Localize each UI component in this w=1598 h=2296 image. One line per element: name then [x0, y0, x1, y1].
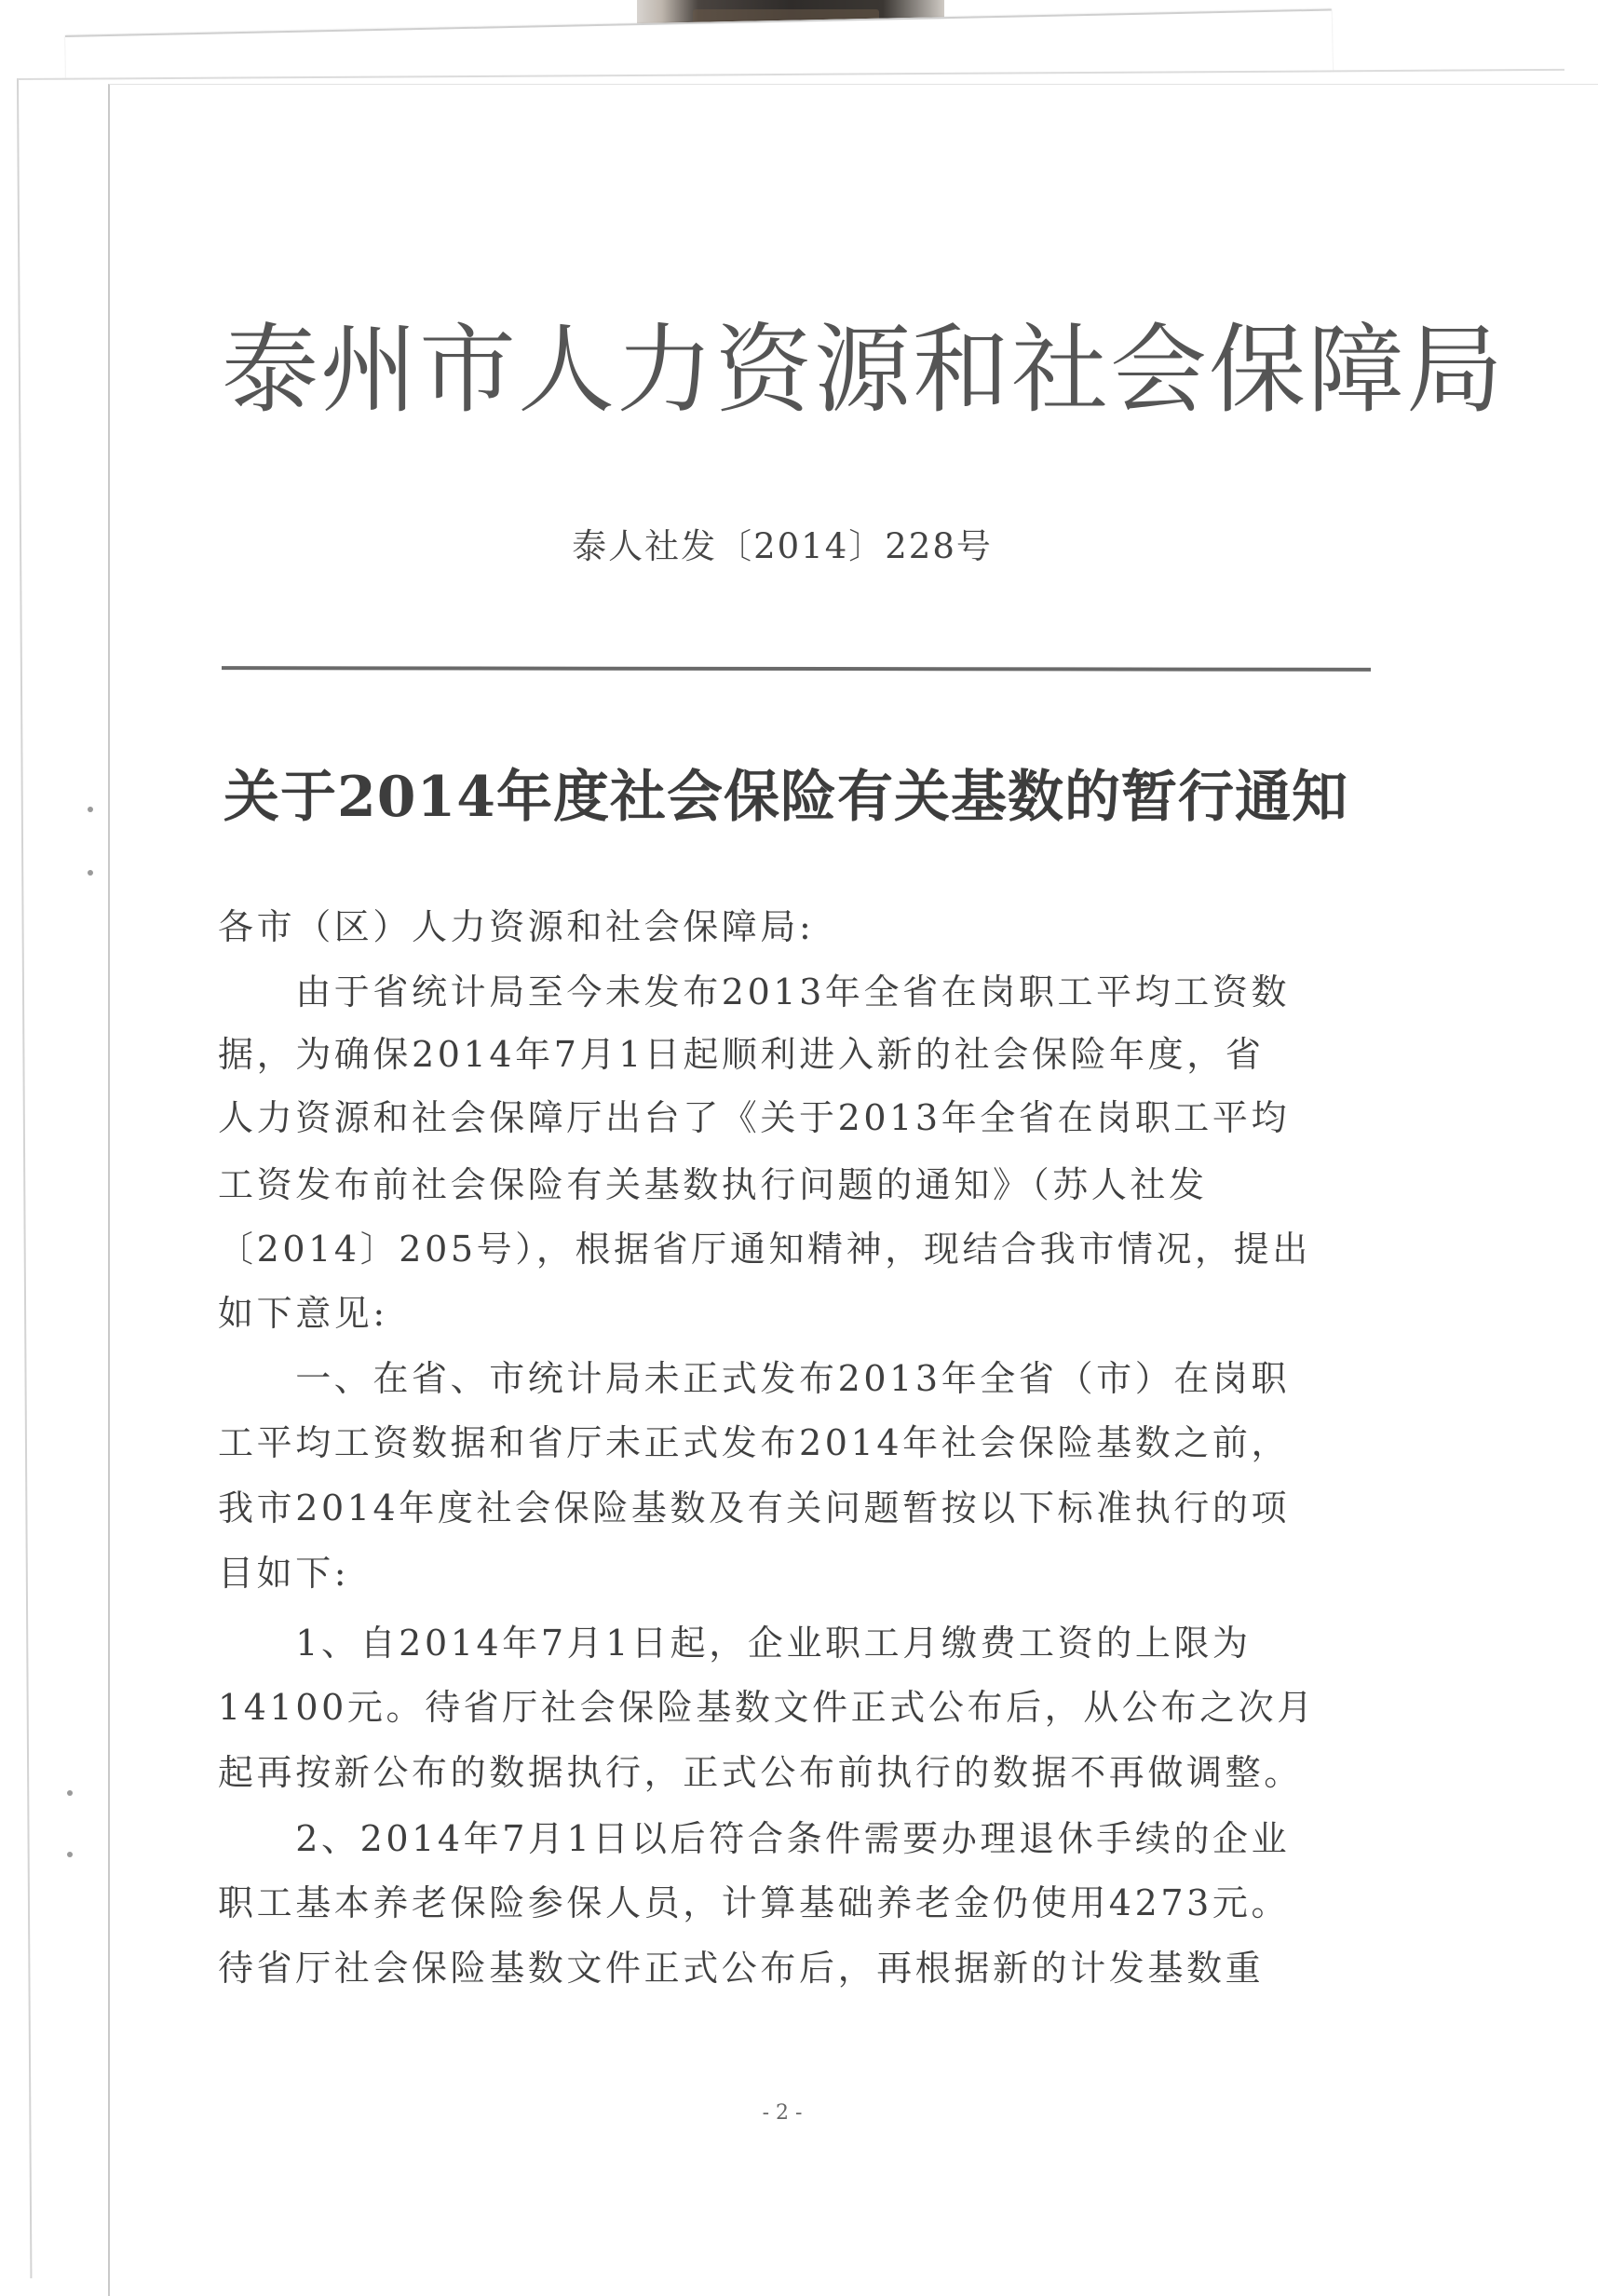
document-number: 泰人社发〔2014〕228号 — [572, 526, 993, 566]
body-line: 2、2014年7月1日以后符合条件需要办理退休手续的企业 — [218, 1818, 1291, 1859]
notice-title: 关于2014年度社会保险有关基数的暂行通知 — [223, 765, 1348, 830]
body-line: 职工基本养老保险参保人员，计算基础养老金仍使用4273元。 — [218, 1882, 1291, 1923]
body-line: 待省厅社会保险基数文件正式公布后，再根据新的计发基数重 — [218, 1948, 1265, 1989]
body-line: 据，为确保2014年7月1日起顺利进入新的社会保险年度，省 — [218, 1034, 1265, 1075]
body-line: 我市2014年度社会保险基数及有关问题暂按以下标准执行的项 — [218, 1488, 1291, 1528]
organization-title: 泰州市人力资源和社会保障局 — [222, 313, 1506, 427]
body-line: 一、在省、市统计局未正式发布2013年全省（市）在岗职 — [218, 1358, 1291, 1399]
body-line: 工平均工资数据和省厅未正式发布2014年社会保险基数之前， — [218, 1422, 1291, 1463]
body-line: 14100元。待省厅社会保险基数文件正式公布后，从公布之次月 — [218, 1687, 1316, 1728]
body-line: 工资发布前社会保险有关基数执行问题的通知》（苏人社发 — [218, 1164, 1208, 1205]
addressee: 各市（区）人力资源和社会保障局: — [218, 906, 815, 947]
body-line: 目如下: — [218, 1553, 350, 1594]
body-line: 如下意见: — [218, 1293, 388, 1334]
body-line: 1、自2014年7月1日起，企业职工月缴费工资的上限为 — [218, 1623, 1252, 1664]
page-number: - 2 - — [762, 2101, 803, 2125]
body-line: 起再按新公布的数据执行，正式公布前执行的数据不再做调整。 — [218, 1752, 1303, 1793]
body-line: 〔2014〕205号），根据省厅通知精神，现结合我市情况，提出 — [218, 1229, 1311, 1270]
body-line: 由于省统计局至今未发布2013年全省在岗职工平均工资数 — [218, 971, 1291, 1012]
body-line: 人力资源和社会保障厅出台了《关于2013年全省在岗职工平均 — [218, 1097, 1291, 1138]
